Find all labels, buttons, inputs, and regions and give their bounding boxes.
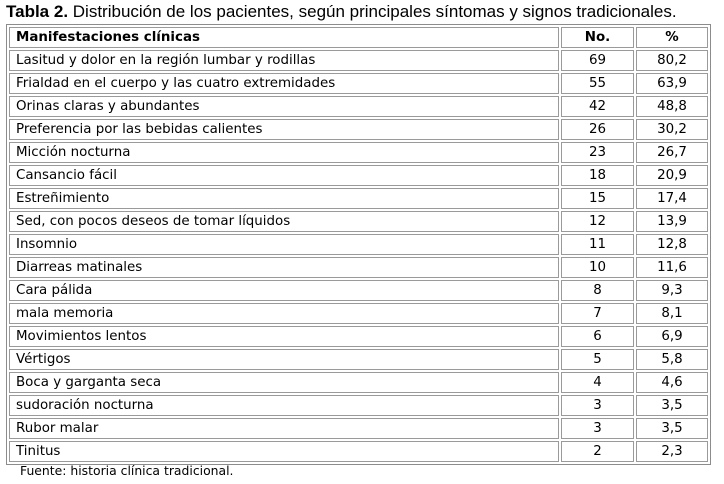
cell-manifestacion: Orinas claras y abundantes: [9, 96, 559, 117]
cell-percent: 5,8: [636, 349, 708, 370]
cell-count: 42: [561, 96, 634, 117]
cell-count: 11: [561, 234, 634, 255]
caption-text: Distribución de los pacientes, según principales síntomas y signos tradicionales.: [68, 2, 677, 21]
cell-count: 23: [561, 142, 634, 163]
cell-percent: 13,9: [636, 211, 708, 232]
table-row: [9, 188, 708, 209]
cell-percent: 3,5: [636, 418, 708, 439]
cell-percent: 8,1: [636, 303, 708, 324]
cell-manifestacion: Sed, con pocos deseos de tomar líquidos: [9, 211, 559, 232]
table-source-note: Fuente: historia clínica tradicional.: [20, 463, 234, 478]
cell-percent: 12,8: [636, 234, 708, 255]
table-row: [9, 142, 708, 163]
cell-percent: 48,8: [636, 96, 708, 117]
cell-manifestacion: Boca y garganta seca: [9, 372, 559, 393]
table-row: [9, 73, 708, 94]
table-row: [9, 234, 708, 255]
cell-percent: 20,9: [636, 165, 708, 186]
table-row: [9, 418, 708, 439]
cell-percent: 63,9: [636, 73, 708, 94]
table-row: [9, 50, 708, 71]
cell-percent: 80,2: [636, 50, 708, 71]
cell-count: 69: [561, 50, 634, 71]
header-manifestaciones: Manifestaciones clínicas: [9, 27, 559, 48]
table-caption: [6, 2, 722, 22]
cell-manifestacion: Cansancio fácil: [9, 165, 559, 186]
table-row: [9, 96, 708, 117]
cell-count: 55: [561, 73, 634, 94]
cell-manifestacion: Micción nocturna: [9, 142, 559, 163]
cell-percent: 30,2: [636, 119, 708, 140]
cell-count: 26: [561, 119, 634, 140]
cell-percent: 2,3: [636, 441, 708, 462]
symptoms-table: [6, 24, 711, 465]
cell-manifestacion: Rubor malar: [9, 418, 559, 439]
header-no: No.: [561, 27, 634, 48]
cell-percent: 3,5: [636, 395, 708, 416]
cell-manifestacion: Vértigos: [9, 349, 559, 370]
cell-count: 15: [561, 188, 634, 209]
cell-manifestacion: Insomnio: [9, 234, 559, 255]
cell-count: 5: [561, 349, 634, 370]
cell-count: 6: [561, 326, 634, 347]
header-percent: %: [636, 27, 708, 48]
cell-manifestacion: Movimientos lentos: [9, 326, 559, 347]
cell-percent: 6,9: [636, 326, 708, 347]
cell-manifestacion: Lasitud y dolor en la región lumbar y rodillas: [9, 50, 559, 71]
table-row: [9, 165, 708, 186]
table-header-row: [9, 27, 708, 48]
cell-percent: 4,6: [636, 372, 708, 393]
cell-percent: 11,6: [636, 257, 708, 278]
table-row: [9, 303, 708, 324]
cell-manifestacion: Diarreas matinales: [9, 257, 559, 278]
cell-manifestacion: sudoración nocturna: [9, 395, 559, 416]
cell-count: 18: [561, 165, 634, 186]
table-row: [9, 441, 708, 462]
cell-count: 7: [561, 303, 634, 324]
cell-count: 8: [561, 280, 634, 301]
table-row: [9, 257, 708, 278]
caption-label: Tabla 2.: [6, 2, 69, 21]
table-row: [9, 326, 708, 347]
cell-count: 4: [561, 372, 634, 393]
cell-manifestacion: Preferencia por las bebidas calientes: [9, 119, 559, 140]
cell-percent: 9,3: [636, 280, 708, 301]
cell-count: 10: [561, 257, 634, 278]
cell-count: 3: [561, 395, 634, 416]
cell-manifestacion: Tinitus: [9, 441, 559, 462]
cell-count: 3: [561, 418, 634, 439]
table-body: [9, 50, 708, 462]
cell-manifestacion: Frialdad en el cuerpo y las cuatro extremidades: [9, 73, 559, 94]
table-row: [9, 211, 708, 232]
cell-manifestacion: mala memoria: [9, 303, 559, 324]
table-row: [9, 349, 708, 370]
table-row: [9, 280, 708, 301]
cell-manifestacion: Estreñimiento: [9, 188, 559, 209]
cell-count: 2: [561, 441, 634, 462]
table-row: [9, 372, 708, 393]
cell-percent: 17,4: [636, 188, 708, 209]
cell-manifestacion: Cara pálida: [9, 280, 559, 301]
table-row: [9, 395, 708, 416]
cell-count: 12: [561, 211, 634, 232]
cell-percent: 26,7: [636, 142, 708, 163]
table-row: [9, 119, 708, 140]
